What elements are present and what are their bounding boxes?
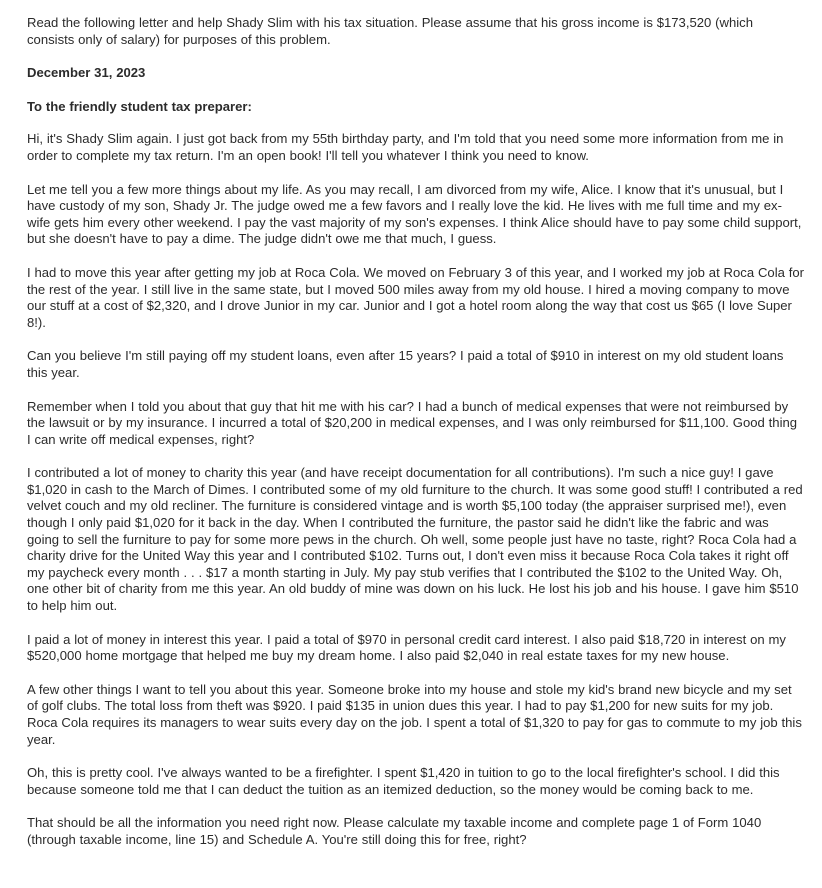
letter-salutation: To the friendly student tax preparer: — [27, 98, 252, 114]
paragraph-other-expenses: A few other things I want to tell you about this year. Someone broke into my house and stole my kid's brand new bicycle and my set of golf clubs. The total loss from theft was $920. I paid $135 in union dues this year. I had to pay $1,200 for new suits for my job. Roca Cola requires its managers to wear suits every day on the job. I spent a total of $1,320 to pay for gas to commute to my job this year. — [27, 681, 802, 747]
paragraph-moving: I had to move this year after getting my job at Roca Cola. We moved on February 3 of this year, and I worked my job at Roca Cola for the rest of the year. I still live in the same state, but I moved 500 miles away from my old house. I hired a moving company to move our stuff at a cost of $2,320, and I drove Junior in my car. Junior and I got a hotel room along the way that cost us $65 (I love Super 8!). — [27, 264, 805, 330]
paragraph-closing: That should be all the information you need right now. Please calculate my taxable income and complete page 1 of Form 1040 (through taxable income, line 15) and Schedule A. You're still doing this for free, right? — [27, 815, 762, 847]
paragraph-custody: Let me tell you a few more things about my life. As you may recall, I am divorced from my wife, Alice. I know that it's unusual, but I have custody of my son, Shady Jr. The judge owed me a few favors and I really love the kid. He lives with me full time and my ex-wife gets him every other weekend. I pay the vast majority of my son's expenses. I think Alice should have to pay some child support, but she doesn't have to pay a dime. The judge didn't owe me that much, I guess. — [27, 181, 802, 247]
paragraph-interest: I paid a lot of money in interest this year. I paid a total of $970 in personal credit card interest. I also paid $18,720 in interest on my $520,000 home mortgage that helped me buy my dream home. I also paid $2,040 in real estate taxes for my new house. — [27, 631, 786, 664]
paragraph-firefighter: Oh, this is pretty cool. I've always wanted to be a firefighter. I spent $1,420 in tuition to go to the local firefighter's school. I did this because someone told me that I can deduct the tuition as an itemized deduction, so the money would be coming back to me. — [27, 765, 780, 797]
paragraph-charity: I contributed a lot of money to charity this year (and have receipt documentation for all contributions). I'm such a nice guy! I gave $1,020 in cash to the March of Dimes. I contributed some of my old furniture to the church. It was some good stuff! I contributed a red velvet couch and my old recliner. The furniture is considered vintage and is worth $5,100 today (the appraiser surprised me!), even though I only paid $1,020 for it back in the day. When I contributed the furniture, the pastor said he didn't like the fabric and was going to sell the furniture to pay for some more pews in the church. Oh well, some people just have no taste, right? Roca Cola had a charity drive for the United Way this year and I contributed $102. Turns out, I don't even miss it because Roca Cola takes it right off my paycheck every month . . . $17 a month starting in July. My pay stub verifies that I contributed the $102 to the United Way. Oh, one other bit of charity from me this year. An old buddy of mine was down on his luck. He lost his job and his house. I gave him $510 to help him out. — [27, 465, 803, 614]
paragraph-medical: Remember when I told you about that guy that hit me with his car? I had a bunch of medical expenses that were not reimbursed by the lawsuit or by my insurance. I incurred a total of $20,200 in medical expenses, and I was only reimbursed for $11,100. Good thing I can write off medical expenses, right? — [27, 398, 798, 447]
paragraph-student-loans: Can you believe I'm still paying off my student loans, even after 15 years? I paid a total of $910 in interest on my old student loans this year. — [27, 348, 784, 380]
paragraph-birthday: Hi, it's Shady Slim again. I just got back from my 55th birthday party, and I'm told that you need some more information from me in order to complete my tax return. I'm an open book! I'll tell you whatever I think you need to know. — [27, 131, 784, 163]
problem-intro: Read the following letter and help Shady Slim with his tax situation. Please assume that his gross income is $173,520 (which consists only of salary) for purposes of this problem. — [27, 15, 753, 47]
letter-date: December 31, 2023 — [27, 65, 146, 81]
